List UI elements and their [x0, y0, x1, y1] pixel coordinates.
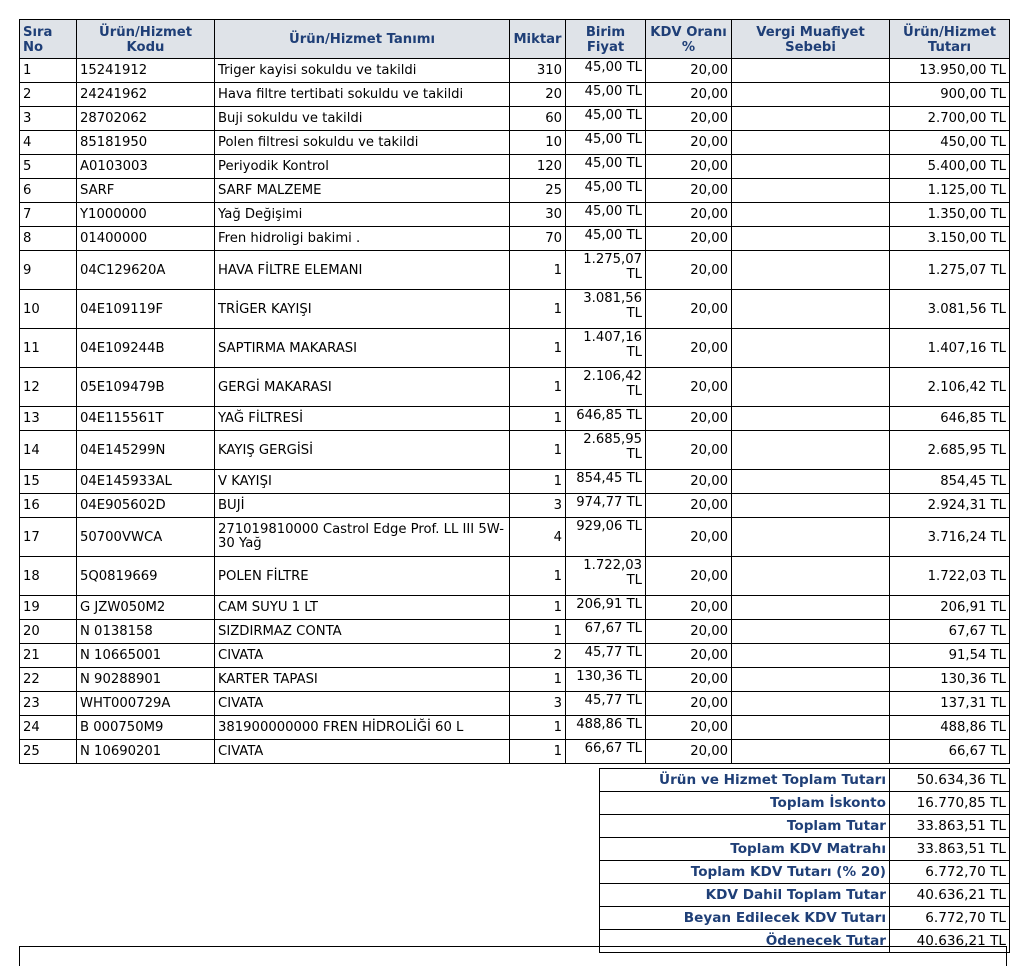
- totals-label: Toplam İskonto: [600, 792, 890, 815]
- row-index: 22: [20, 668, 77, 692]
- table-row: [20, 470, 1010, 494]
- item-exemption-reason: [732, 131, 890, 155]
- item-code: 04E115561T: [77, 407, 215, 431]
- totals-row: [600, 792, 1010, 815]
- table-row: [20, 596, 1010, 620]
- item-line-total: 2.685,95 TL: [890, 431, 1010, 470]
- item-vat-rate: 20,00: [646, 131, 732, 155]
- table-row: [20, 494, 1010, 518]
- item-line-total: 1.407,16 TL: [890, 329, 1010, 368]
- item-quantity: 3: [510, 494, 566, 518]
- row-index: 1: [20, 59, 77, 83]
- item-code: 24241962: [77, 83, 215, 107]
- item-vat-rate: 20,00: [646, 368, 732, 407]
- item-vat-rate: 20,00: [646, 740, 732, 764]
- totals-label: KDV Dahil Toplam Tutar: [600, 884, 890, 907]
- item-unit-price: 488,86 TL: [566, 716, 646, 740]
- item-vat-rate: 20,00: [646, 251, 732, 290]
- item-exemption-reason: [732, 644, 890, 668]
- item-unit-price: 45,00 TL: [566, 83, 646, 107]
- item-quantity: 1: [510, 716, 566, 740]
- row-index: 8: [20, 227, 77, 251]
- table-row: [20, 407, 1010, 431]
- row-index: 14: [20, 431, 77, 470]
- item-code: 85181950: [77, 131, 215, 155]
- item-code: G JZW050M2: [77, 596, 215, 620]
- totals-row: [600, 861, 1010, 884]
- item-quantity: 1: [510, 620, 566, 644]
- table-row: [20, 107, 1010, 131]
- item-quantity: 2: [510, 644, 566, 668]
- item-vat-rate: 20,00: [646, 329, 732, 368]
- item-line-total: 2.106,42 TL: [890, 368, 1010, 407]
- item-description: CAM SUYU 1 LT: [215, 596, 510, 620]
- item-line-total: 1.125,00 TL: [890, 179, 1010, 203]
- item-exemption-reason: [732, 494, 890, 518]
- item-unit-price: 854,45 TL: [566, 470, 646, 494]
- row-index: 3: [20, 107, 77, 131]
- item-description: SIZDIRMAZ CONTA: [215, 620, 510, 644]
- item-code: N 0138158: [77, 620, 215, 644]
- item-vat-rate: 20,00: [646, 83, 732, 107]
- totals-value: 50.634,36 TL: [890, 769, 1010, 792]
- row-index: 16: [20, 494, 77, 518]
- table-row: [20, 716, 1010, 740]
- item-description: V KAYIŞI: [215, 470, 510, 494]
- item-code: 04E109119F: [77, 290, 215, 329]
- item-quantity: 1: [510, 470, 566, 494]
- item-vat-rate: 20,00: [646, 644, 732, 668]
- table-row: [20, 368, 1010, 407]
- table-row: [20, 644, 1010, 668]
- item-exemption-reason: [732, 59, 890, 83]
- item-code: 04C129620A: [77, 251, 215, 290]
- totals-row: [600, 907, 1010, 930]
- totals-label: Ürün ve Hizmet Toplam Tutarı: [600, 769, 890, 792]
- table-row: [20, 518, 1010, 557]
- item-unit-price: 1.722,03 TL: [566, 557, 646, 596]
- item-quantity: 10: [510, 131, 566, 155]
- item-vat-rate: 20,00: [646, 620, 732, 644]
- item-line-total: 854,45 TL: [890, 470, 1010, 494]
- item-quantity: 120: [510, 155, 566, 179]
- table-row: [20, 431, 1010, 470]
- item-line-total: 67,67 TL: [890, 620, 1010, 644]
- item-code: N 10690201: [77, 740, 215, 764]
- item-exemption-reason: [732, 668, 890, 692]
- item-exemption-reason: [732, 290, 890, 329]
- item-code: 04E109244B: [77, 329, 215, 368]
- item-unit-price: 67,67 TL: [566, 620, 646, 644]
- item-code: 04E905602D: [77, 494, 215, 518]
- item-quantity: 1: [510, 407, 566, 431]
- item-code: N 10665001: [77, 644, 215, 668]
- item-line-total: 1.350,00 TL: [890, 203, 1010, 227]
- item-description: Fren hidroligi bakimi .: [215, 227, 510, 251]
- row-index: 17: [20, 518, 77, 557]
- item-unit-price: 646,85 TL: [566, 407, 646, 431]
- item-vat-rate: 20,00: [646, 596, 732, 620]
- row-index: 4: [20, 131, 77, 155]
- footnote-box: [19, 946, 1007, 966]
- item-unit-price: 1.407,16 TL: [566, 329, 646, 368]
- totals-row: [600, 838, 1010, 861]
- row-index: 19: [20, 596, 77, 620]
- totals-value: 40.636,21 TL: [890, 884, 1010, 907]
- item-vat-rate: 20,00: [646, 518, 732, 557]
- item-vat-rate: 20,00: [646, 668, 732, 692]
- item-vat-rate: 20,00: [646, 59, 732, 83]
- item-unit-price: 130,36 TL: [566, 668, 646, 692]
- item-exemption-reason: [732, 407, 890, 431]
- item-line-total: 3.081,56 TL: [890, 290, 1010, 329]
- totals-label: Toplam Tutar: [600, 815, 890, 838]
- item-quantity: 3: [510, 692, 566, 716]
- row-index: 6: [20, 179, 77, 203]
- item-exemption-reason: [732, 227, 890, 251]
- item-description: Triger kayisi sokuldu ve takildi: [215, 59, 510, 83]
- item-quantity: 25: [510, 179, 566, 203]
- row-index: 12: [20, 368, 77, 407]
- item-exemption-reason: [732, 518, 890, 557]
- item-quantity: 1: [510, 668, 566, 692]
- item-quantity: 1: [510, 290, 566, 329]
- col-header-exemption-reason: Vergi Muafiyet Sebebi: [732, 20, 890, 59]
- row-index: 25: [20, 740, 77, 764]
- col-header-description: Ürün/Hizmet Tanımı: [215, 20, 510, 59]
- item-vat-rate: 20,00: [646, 107, 732, 131]
- row-index: 9: [20, 251, 77, 290]
- item-quantity: 30: [510, 203, 566, 227]
- item-unit-price: 3.081,56 TL: [566, 290, 646, 329]
- item-description: BUJİ: [215, 494, 510, 518]
- table-row: [20, 692, 1010, 716]
- item-exemption-reason: [732, 179, 890, 203]
- col-header-unit-price: Birim Fiyat: [566, 20, 646, 59]
- item-line-total: 2.700,00 TL: [890, 107, 1010, 131]
- item-exemption-reason: [732, 329, 890, 368]
- item-line-total: 3.716,24 TL: [890, 518, 1010, 557]
- item-exemption-reason: [732, 251, 890, 290]
- item-exemption-reason: [732, 557, 890, 596]
- item-vat-rate: 20,00: [646, 227, 732, 251]
- row-index: 24: [20, 716, 77, 740]
- item-unit-price: 929,06 TL: [566, 518, 646, 557]
- item-quantity: 1: [510, 596, 566, 620]
- item-code: 01400000: [77, 227, 215, 251]
- item-description: Buji sokuldu ve takildi: [215, 107, 510, 131]
- item-vat-rate: 20,00: [646, 557, 732, 596]
- item-description: CIVATA: [215, 692, 510, 716]
- totals-value: 16.770,85 TL: [890, 792, 1010, 815]
- totals-table: [599, 768, 1010, 953]
- row-index: 2: [20, 83, 77, 107]
- item-line-total: 450,00 TL: [890, 131, 1010, 155]
- table-row: [20, 179, 1010, 203]
- item-unit-price: 45,00 TL: [566, 131, 646, 155]
- item-quantity: 1: [510, 329, 566, 368]
- item-unit-price: 1.275,07 TL: [566, 251, 646, 290]
- table-row: [20, 227, 1010, 251]
- totals-value: 33.863,51 TL: [890, 815, 1010, 838]
- item-quantity: 310: [510, 59, 566, 83]
- item-description: 381900000000 FREN HİDROLİĞİ 60 L: [215, 716, 510, 740]
- item-unit-price: 45,00 TL: [566, 179, 646, 203]
- invoice-items-table: [19, 19, 1010, 764]
- totals-label: Toplam KDV Tutarı (% 20): [600, 861, 890, 884]
- item-vat-rate: 20,00: [646, 692, 732, 716]
- totals-value: 6.772,70 TL: [890, 907, 1010, 930]
- item-unit-price: 2.685,95 TL: [566, 431, 646, 470]
- row-index: 13: [20, 407, 77, 431]
- item-quantity: 1: [510, 557, 566, 596]
- item-quantity: 1: [510, 368, 566, 407]
- item-unit-price: 206,91 TL: [566, 596, 646, 620]
- item-vat-rate: 20,00: [646, 290, 732, 329]
- item-vat-rate: 20,00: [646, 179, 732, 203]
- item-line-total: 646,85 TL: [890, 407, 1010, 431]
- item-line-total: 91,54 TL: [890, 644, 1010, 668]
- item-description: Polen filtresi sokuldu ve takildi: [215, 131, 510, 155]
- item-quantity: 1: [510, 431, 566, 470]
- row-index: 5: [20, 155, 77, 179]
- table-row: [20, 203, 1010, 227]
- item-line-total: 900,00 TL: [890, 83, 1010, 107]
- item-vat-rate: 20,00: [646, 470, 732, 494]
- item-vat-rate: 20,00: [646, 716, 732, 740]
- row-index: 10: [20, 290, 77, 329]
- item-description: TRİGER KAYIŞI: [215, 290, 510, 329]
- col-header-vat-rate: KDV Oranı %: [646, 20, 732, 59]
- totals-value: 33.863,51 TL: [890, 838, 1010, 861]
- item-exemption-reason: [732, 470, 890, 494]
- table-row: [20, 557, 1010, 596]
- table-row: [20, 668, 1010, 692]
- item-code: 5Q0819669: [77, 557, 215, 596]
- item-code: 05E109479B: [77, 368, 215, 407]
- item-code: 50700VWCA: [77, 518, 215, 557]
- totals-label: Ödenecek Tutar: [600, 930, 890, 953]
- table-row: [20, 83, 1010, 107]
- item-code: 04E145299N: [77, 431, 215, 470]
- item-quantity: 1: [510, 740, 566, 764]
- item-exemption-reason: [732, 203, 890, 227]
- table-header-row: [20, 20, 1010, 59]
- item-description: YAĞ FİLTRESİ: [215, 407, 510, 431]
- totals-row: [600, 815, 1010, 838]
- item-unit-price: 45,00 TL: [566, 107, 646, 131]
- item-quantity: 70: [510, 227, 566, 251]
- row-index: 21: [20, 644, 77, 668]
- table-row: [20, 620, 1010, 644]
- item-line-total: 5.400,00 TL: [890, 155, 1010, 179]
- item-description: SARF MALZEME: [215, 179, 510, 203]
- table-row: [20, 59, 1010, 83]
- item-line-total: 13.950,00 TL: [890, 59, 1010, 83]
- table-row: [20, 329, 1010, 368]
- item-line-total: 130,36 TL: [890, 668, 1010, 692]
- table-row: [20, 155, 1010, 179]
- row-index: 23: [20, 692, 77, 716]
- item-line-total: 1.722,03 TL: [890, 557, 1010, 596]
- item-code: WHT000729A: [77, 692, 215, 716]
- item-exemption-reason: [732, 83, 890, 107]
- item-exemption-reason: [732, 716, 890, 740]
- item-exemption-reason: [732, 596, 890, 620]
- item-line-total: 2.924,31 TL: [890, 494, 1010, 518]
- totals-value: 6.772,70 TL: [890, 861, 1010, 884]
- item-description: KAYIŞ GERGİSİ: [215, 431, 510, 470]
- row-index: 18: [20, 557, 77, 596]
- item-description: HAVA FİLTRE ELEMANI: [215, 251, 510, 290]
- item-description: SAPTIRMA MAKARASI: [215, 329, 510, 368]
- item-unit-price: 45,00 TL: [566, 227, 646, 251]
- row-index: 20: [20, 620, 77, 644]
- item-exemption-reason: [732, 155, 890, 179]
- item-line-total: 66,67 TL: [890, 740, 1010, 764]
- item-description: 271019810000 Castrol Edge Prof. LL III 5W-30 Yağ: [215, 518, 510, 557]
- item-unit-price: 45,00 TL: [566, 155, 646, 179]
- item-line-total: 137,31 TL: [890, 692, 1010, 716]
- totals-value: 40.636,21 TL: [890, 930, 1010, 953]
- item-unit-price: 974,77 TL: [566, 494, 646, 518]
- item-vat-rate: 20,00: [646, 431, 732, 470]
- item-unit-price: 2.106,42 TL: [566, 368, 646, 407]
- item-description: CIVATA: [215, 644, 510, 668]
- totals-row: [600, 884, 1010, 907]
- item-description: POLEN FİLTRE: [215, 557, 510, 596]
- item-vat-rate: 20,00: [646, 203, 732, 227]
- col-header-quantity: Miktar: [510, 20, 566, 59]
- item-line-total: 3.150,00 TL: [890, 227, 1010, 251]
- item-vat-rate: 20,00: [646, 494, 732, 518]
- row-index: 11: [20, 329, 77, 368]
- item-description: KARTER TAPASI: [215, 668, 510, 692]
- table-row: [20, 290, 1010, 329]
- row-index: 7: [20, 203, 77, 227]
- item-vat-rate: 20,00: [646, 155, 732, 179]
- item-exemption-reason: [732, 620, 890, 644]
- item-description: Yağ Değişimi: [215, 203, 510, 227]
- col-header-code: Ürün/Hizmet Kodu: [77, 20, 215, 59]
- item-line-total: 1.275,07 TL: [890, 251, 1010, 290]
- item-quantity: 60: [510, 107, 566, 131]
- item-quantity: 20: [510, 83, 566, 107]
- item-code: 15241912: [77, 59, 215, 83]
- totals-label: Beyan Edilecek KDV Tutarı: [600, 907, 890, 930]
- col-header-line-total: Ürün/Hizmet Tutarı: [890, 20, 1010, 59]
- item-line-total: 206,91 TL: [890, 596, 1010, 620]
- row-index: 15: [20, 470, 77, 494]
- item-unit-price: 45,77 TL: [566, 644, 646, 668]
- item-code: Y1000000: [77, 203, 215, 227]
- item-code: SARF: [77, 179, 215, 203]
- item-description: Hava filtre tertibati sokuldu ve takildi: [215, 83, 510, 107]
- item-code: 28702062: [77, 107, 215, 131]
- col-header-sira-no: Sıra No: [20, 20, 77, 59]
- item-exemption-reason: [732, 692, 890, 716]
- item-vat-rate: 20,00: [646, 407, 732, 431]
- item-description: GERGİ MAKARASI: [215, 368, 510, 407]
- item-exemption-reason: [732, 368, 890, 407]
- item-unit-price: 45,00 TL: [566, 203, 646, 227]
- item-line-total: 488,86 TL: [890, 716, 1010, 740]
- item-description: Periyodik Kontrol: [215, 155, 510, 179]
- table-row: [20, 740, 1010, 764]
- item-exemption-reason: [732, 107, 890, 131]
- item-unit-price: 45,77 TL: [566, 692, 646, 716]
- item-code: B 000750M9: [77, 716, 215, 740]
- item-quantity: 1: [510, 251, 566, 290]
- table-row: [20, 131, 1010, 155]
- totals-label: Toplam KDV Matrahı: [600, 838, 890, 861]
- item-description: CIVATA: [215, 740, 510, 764]
- item-unit-price: 45,00 TL: [566, 59, 646, 83]
- totals-row: [600, 769, 1010, 792]
- item-unit-price: 66,67 TL: [566, 740, 646, 764]
- item-code: 04E145933AL: [77, 470, 215, 494]
- table-row: [20, 251, 1010, 290]
- item-code: A0103003: [77, 155, 215, 179]
- item-exemption-reason: [732, 431, 890, 470]
- item-code: N 90288901: [77, 668, 215, 692]
- item-exemption-reason: [732, 740, 890, 764]
- item-quantity: 4: [510, 518, 566, 557]
